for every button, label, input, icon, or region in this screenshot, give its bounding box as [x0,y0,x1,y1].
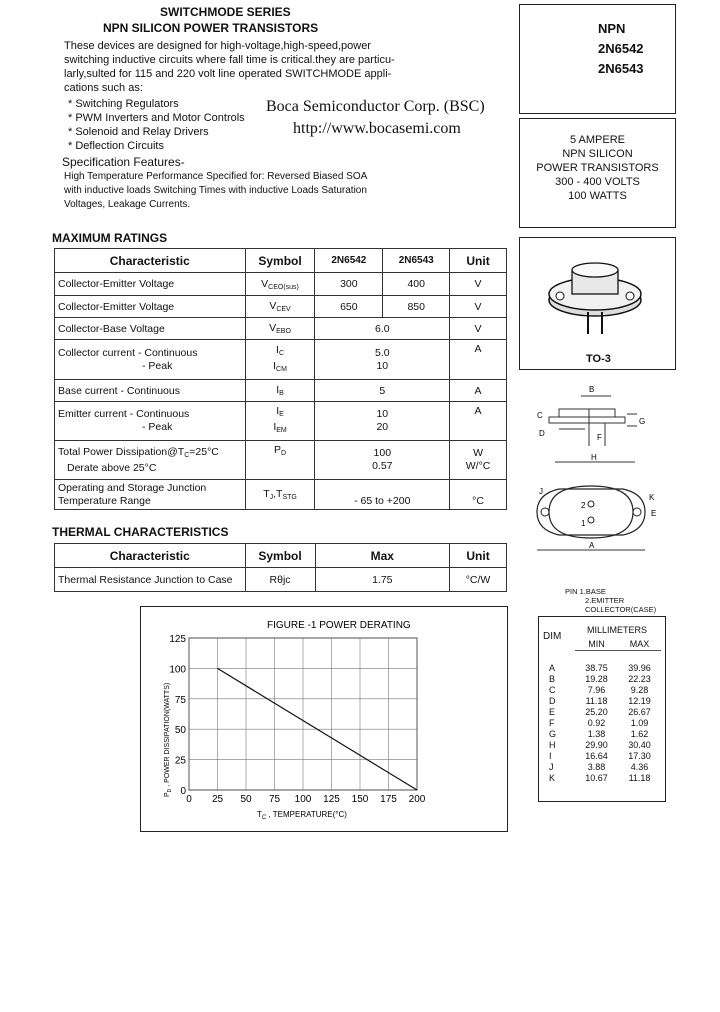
unit-cell: V [450,296,507,318]
dim-max-cell: 4.36 [630,761,649,772]
table-row [55,480,507,510]
col-part2: 2N6543 [383,249,450,273]
dim-label: D [539,429,545,438]
col-unit: Unit [450,249,507,273]
dim-letter-cell: F [549,717,555,728]
spec-line: NPN SILICON [562,148,633,160]
unit-cell: V [450,273,507,296]
symbol-cell: $I_E$ $I_{EM}$ [245,402,315,441]
value-cell: 300 [315,273,383,296]
table-row [549,717,661,728]
col-symbol: Symbol [245,249,315,273]
value-cell: 5 [315,380,450,402]
chart-title: FIGURE -1 POWER DERATING [267,620,411,631]
table-row [55,441,507,480]
company-url: http://www.bocasemi.com [293,120,461,137]
thermal-table [54,543,507,592]
dim-label: H [591,453,597,462]
dim-label: F [597,433,602,442]
unit-cell: A [450,402,507,441]
table-row [55,340,507,380]
series-title: SWITCHMODE SERIES [160,5,291,19]
dim-label: A [589,541,595,550]
value-cell: 400 [383,273,450,296]
intro-line: cations such as: [64,82,143,94]
y-tick-label: 0 [180,786,186,797]
value-cell: 10 20 [315,402,450,441]
max-ratings-title: MAXIMUM RATINGS [52,231,168,245]
dim-min-cell: 25.20 [585,706,608,717]
symbol-cell: $V_{CEO(sus)}$ [245,273,315,296]
value-cell: 1.75 [315,568,450,592]
spec-line: 100 WATTS [568,190,627,202]
list-item: * Switching Regulators [68,98,179,110]
to3-package-icon [520,238,677,371]
spec-line: 5 AMPERE [569,134,626,146]
col-max: MAX [618,639,661,650]
dim-letter-cell: K [549,772,556,783]
table-row [55,568,507,592]
dim-label: E [651,509,657,518]
unit-cell: A [450,340,507,380]
y-tick-label: 75 [174,694,186,706]
dim-max-cell: 26.67 [628,706,651,717]
dim-min-cell: 1.38 [587,728,606,739]
col-unit: Unit [450,544,507,568]
table-row [55,296,507,318]
dim-letter-cell: B [549,673,556,684]
pin-text: PIN 1.BASE [565,587,606,596]
dim-label: G [639,417,646,426]
company-name: Boca Semiconductor Corp. (BSC) [266,98,485,115]
dim-max-cell: 30.40 [628,739,651,750]
dim-letter-cell: A [549,662,556,673]
x-tick-label: 75 [268,794,281,805]
x-axis-label: $T_C$ , TEMPERATURE(°C) [257,810,347,821]
spec-line: POWER TRANSISTORS [536,162,659,174]
value-cell: - 65 to +200 [315,480,450,510]
spec-title: Specification Features- [62,155,185,169]
spec-line: Voltages, Leakage Currents. [64,199,191,210]
table-row [549,662,661,673]
unit-cell: W W/°C [450,441,507,480]
symbol-cell: $T_J,T_{STG}$ [245,480,315,510]
characteristic-cell: Thermal Resistance Junction to Case [55,568,246,592]
y-tick-label: 25 [174,755,186,767]
intro-line: larly,sulted for 115 and 220 volt line operated SWITCHMODE appli- [64,68,392,80]
characteristic-cell: Total Power $Dissipation@T_C=25^\circ C$ Derate above 25°C [55,441,246,480]
part-number: 2N6543 [598,61,644,76]
characteristic-cell: Operating and Storage Junction Temperature Range [55,480,246,510]
col-characteristic: Characteristic [55,544,246,568]
dim-min-cell: 0.92 [587,717,606,728]
dim-letter-cell: H [549,739,556,750]
max-ratings-table [54,248,507,510]
value-cell: 650 [315,296,383,318]
table-row [549,772,661,783]
table-header-row [575,639,661,650]
dim-max-cell: 11.18 [628,772,651,783]
y-tick-label: 50 [174,725,186,737]
value-cell: 100 0.57 [315,441,450,480]
col-part1: 2N6542 [315,249,383,273]
col-characteristic: Characteristic [55,249,246,273]
x-tick-label: 150 [351,794,369,805]
table-header-row [55,544,507,568]
intro-paragraph [64,39,395,95]
dim-min-cell: 19.28 [585,673,608,684]
part-type: NPN [598,21,626,36]
value-cell: 5.0 10 [315,340,450,380]
y-axis-label: $P_D$ , POWER DISSIPATION(WATTS) [164,682,173,797]
dim-min-cell: 16.64 [585,750,608,761]
table-row [549,750,661,761]
dim-min-cell: 29.90 [585,739,608,750]
unit-cell: °C/W [450,568,507,592]
dim-min-cell: 10.67 [585,772,608,783]
dim-col-header: DIM [543,631,562,642]
part-number: 2N6542 [598,41,644,56]
dim-letter-cell: C [549,684,556,695]
dim-label: K [649,493,655,502]
symbol-cell: Rθjc [245,568,315,592]
characteristic-cell: Collector-Base Voltage [55,318,246,340]
dim-letter-cell: G [549,728,557,739]
table-row [549,684,661,695]
dim-min-cell: 11.18 [585,695,608,706]
table-row [549,739,661,750]
characteristic-cell: Collector-Emitter Voltage [55,296,246,318]
symbol-cell: $V_{CEV}$ [245,296,315,318]
table-row [549,673,661,684]
characteristic-cell: Collector-Emitter Voltage [55,273,246,296]
table-row [55,402,507,441]
characteristic-cell: Base current - Continuous [55,380,246,402]
dimensions-box [538,616,666,802]
col-min: MIN [575,639,618,650]
dim-max-cell: 39.96 [628,662,651,673]
dim-max-cell: 12.19 [628,695,651,706]
dim-letter-cell: E [549,706,556,717]
list-item: * PWM Inverters and Motor Controls [68,112,245,124]
spec-line: with inductive loads Switching Times with inductive Loads Saturation [64,185,367,196]
table-row [549,706,661,717]
col-max: Max [315,544,450,568]
unit-cell: A [450,380,507,402]
part-number-box [519,4,676,114]
x-tick-label: 0 [186,794,192,805]
symbol-cell: $P_D$ [245,441,315,480]
spec-line: High Temperature Performance Specified for: Reversed Biased SOA [64,171,368,182]
y-tick-label: 100 [169,664,186,676]
value-cell: 6.0 [315,318,450,340]
to3-outline-drawing-icon [519,374,676,594]
unit-cell: °C [450,480,507,510]
x-tick-label: 200 [408,794,426,805]
x-tick-label: 50 [240,794,252,805]
symbol-cell: $V_{EBO}$ [245,318,315,340]
characteristic-cell: Emitter current - Continuous - Peak [55,402,246,441]
pin-label: 1 [581,519,586,528]
page-title: NPN SILICON POWER TRANSISTORS [103,21,319,35]
symbol-cell: $I_B$ [245,380,315,402]
x-tick-label: 100 [294,794,312,805]
symbol-cell: $I_C$ $I_{CM}$ [245,340,315,380]
value-cell: 850 [383,296,450,318]
spec-line: 300 - 400 VOLTS [555,176,640,188]
spec-paragraph [64,170,367,212]
pin-text: COLLECTOR(CASE) [585,605,657,614]
package-label: TO-3 [586,353,611,365]
table-row [55,273,507,296]
col-symbol: Symbol [245,544,315,568]
table-row [55,318,507,340]
dim-min-cell: 38.75 [585,662,608,673]
table-row [549,728,661,739]
x-tick-label: 175 [380,794,397,805]
dim-max-cell: 1.62 [630,728,649,739]
dim-letter-cell: J [549,761,554,772]
power-derating-chart [141,607,507,831]
package-box [519,237,676,370]
y-tick-label: 125 [169,634,186,645]
dim-max-cell: 22.23 [628,673,651,684]
thermal-title: THERMAL CHARACTERISTICS [52,525,229,539]
dim-label: B [589,385,595,394]
pin-label: 2 [581,501,586,510]
dim-min-cell: 3.88 [587,761,606,772]
dim-min-cell: 7.96 [587,684,606,695]
pinout-legend [565,587,656,614]
dim-max-cell: 17.30 [628,750,651,761]
x-tick-label: 125 [323,794,340,805]
mm-col-header: MILLIMETERS [587,625,648,635]
list-item: * Solenoid and Relay Drivers [68,126,209,138]
dim-max-cell: 9.28 [630,684,649,695]
dim-label: J [539,487,543,496]
intro-line: switching inductive circuits where fall time is critical.they are particu- [64,54,395,66]
pin-text: 2.EMITTER [585,596,625,605]
applications-list [68,97,245,153]
intro-line: These devices are designed for high-voltage,high-speed,power [64,40,371,52]
chart-frame [140,606,508,832]
x-tick-label: 25 [211,794,224,805]
list-item: * Deflection Circuits [68,140,164,152]
table-row [55,380,507,402]
dimensions-table [575,639,661,651]
table-row [549,761,661,772]
unit-cell: V [450,318,507,340]
dim-letter-cell: D [549,695,556,706]
dim-max-cell: 1.09 [630,717,649,728]
dimensions-rows [549,662,661,783]
dim-letter-cell: I [549,750,552,761]
dim-label: C [537,411,543,420]
table-row [549,695,661,706]
spec-summary-box [519,118,676,228]
table-header-row [55,249,507,273]
characteristic-cell: Collector current - Continuous - Peak [55,340,246,380]
